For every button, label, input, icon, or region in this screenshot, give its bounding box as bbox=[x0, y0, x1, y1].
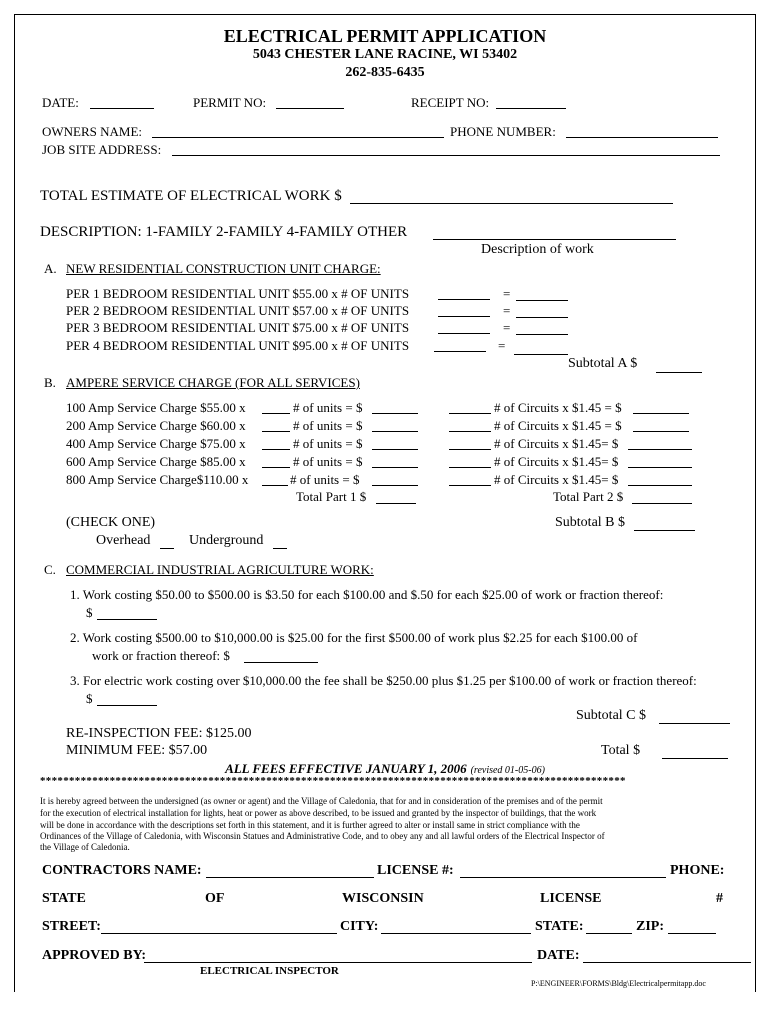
phone-number-label: PHONE NUMBER: bbox=[450, 124, 556, 139]
unit-row-1: PER 1 BEDROOM RESIDENTIAL UNIT $55.00 x # OF UNITS bbox=[66, 286, 410, 301]
amp-row-5-units-label: # of units = $ bbox=[290, 472, 360, 487]
commercial-item-2-field[interactable] bbox=[244, 662, 318, 663]
subtotal-a-field[interactable] bbox=[656, 372, 702, 373]
license-word: LICENSE bbox=[540, 891, 602, 906]
amp-row-1-label: 100 Amp Service Charge $55.00 x bbox=[66, 400, 246, 415]
city-label: CITY: bbox=[340, 919, 379, 934]
agreement-line-5: the Village of Caledonia. bbox=[40, 842, 130, 852]
permit-no-label: PERMIT NO: bbox=[193, 95, 267, 110]
amp-row-1-units[interactable] bbox=[262, 413, 290, 414]
amp-row-3-amount[interactable] bbox=[372, 449, 418, 450]
state-field[interactable] bbox=[586, 933, 632, 934]
state-word: STATE bbox=[42, 891, 86, 906]
approved-by-field[interactable] bbox=[144, 962, 532, 963]
contractor-name-label: CONTRACTORS NAME: bbox=[42, 863, 202, 878]
subtotal-b-field[interactable] bbox=[634, 530, 695, 531]
amp-row-1-amount[interactable] bbox=[372, 413, 418, 414]
hash-word: # bbox=[716, 891, 723, 906]
commercial-item-3: 3. For electric work costing over $10,000.00 the fee shall be $250.00 plus $1.25 per $100.00 of work or fraction thereof: bbox=[70, 673, 697, 688]
job-site-field[interactable] bbox=[172, 155, 720, 156]
revised-note: (revised 01-05-06) bbox=[470, 765, 545, 776]
date-field[interactable] bbox=[90, 108, 154, 109]
circuit-row-3-label: # of Circuits x $1.45= $ bbox=[494, 436, 619, 451]
permit-no-field[interactable] bbox=[276, 108, 344, 109]
reinspection-fee: RE-INSPECTION FEE: $125.00 bbox=[66, 726, 252, 741]
subtotal-c-field[interactable] bbox=[659, 723, 730, 724]
circuit-row-1-count[interactable] bbox=[449, 413, 491, 414]
amp-row-1-units-label: # of units = $ bbox=[293, 400, 363, 415]
circuit-row-1-amount[interactable] bbox=[633, 413, 689, 414]
circuit-row-1-label: # of Circuits x $1.45 = $ bbox=[494, 400, 622, 415]
circuit-row-4-label: # of Circuits x $1.45= $ bbox=[494, 454, 619, 469]
total-label: Total $ bbox=[601, 743, 641, 758]
circuit-row-4-amount[interactable] bbox=[628, 467, 692, 468]
street-label: STREET: bbox=[42, 919, 101, 934]
unit-row-2-equals: = bbox=[503, 303, 511, 318]
fees-effective: ALL FEES EFFECTIVE JANUARY 1, 2006 bbox=[225, 761, 467, 776]
section-c-letter: C. bbox=[44, 562, 56, 577]
amp-row-5-label: 800 Amp Service Charge$110.00 x bbox=[66, 472, 249, 487]
amp-row-2-amount[interactable] bbox=[372, 431, 418, 432]
unit-row-2-amount[interactable] bbox=[516, 317, 568, 318]
unit-row-1-amount[interactable] bbox=[516, 300, 568, 301]
owners-name-field[interactable] bbox=[152, 137, 444, 138]
minimum-fee: MINIMUM FEE: $57.00 bbox=[66, 743, 208, 758]
phone-number-field[interactable] bbox=[566, 137, 718, 138]
unit-row-4: PER 4 BEDROOM RESIDENTIAL UNIT $95.00 x # OF UNITS bbox=[66, 338, 410, 353]
commercial-item-3-field[interactable] bbox=[97, 705, 157, 706]
unit-row-4-amount[interactable] bbox=[514, 354, 568, 355]
commercial-item-2: 2. Work costing $500.00 to $10,000.00 is $25.00 for the first $500.00 of work plus $2.25 for each $100.00 of bbox=[70, 630, 638, 645]
owners-name-label: OWNERS NAME: bbox=[42, 124, 143, 139]
subtotal-b-label: Subtotal B $ bbox=[555, 515, 626, 530]
section-b-letter: B. bbox=[44, 375, 56, 390]
unit-row-3-amount[interactable] bbox=[516, 334, 568, 335]
amp-row-3-units-label: # of units = $ bbox=[293, 436, 363, 451]
amp-row-3-units[interactable] bbox=[262, 449, 290, 450]
approval-date-label: DATE: bbox=[537, 948, 580, 963]
underground-label: Underground bbox=[189, 533, 264, 548]
job-site-label: JOB SITE ADDRESS: bbox=[42, 142, 162, 157]
amp-row-2-label: 200 Amp Service Charge $60.00 x bbox=[66, 418, 246, 433]
street-field[interactable] bbox=[101, 933, 337, 934]
office-address: 5043 CHESTER LANE RACINE, WI 53402 bbox=[252, 47, 518, 62]
state-label: STATE: bbox=[535, 919, 584, 934]
description-field[interactable] bbox=[433, 239, 676, 240]
circuit-row-2-label: # of Circuits x $1.45 = $ bbox=[494, 418, 622, 433]
receipt-no-field[interactable] bbox=[496, 108, 566, 109]
office-phone: 262-835-6435 bbox=[345, 65, 425, 80]
circuit-row-5-amount[interactable] bbox=[628, 485, 692, 486]
section-a-letter: A. bbox=[44, 261, 57, 276]
commercial-item-1: 1. Work costing $50.00 to $500.00 is $3.50 for each $100.00 and $.50 for each $25.00 of work or fraction thereof: bbox=[70, 587, 664, 602]
total-field[interactable] bbox=[662, 758, 728, 759]
circuit-row-4-count[interactable] bbox=[449, 467, 491, 468]
unit-row-3: PER 3 BEDROOM RESIDENTIAL UNIT $75.00 x # OF UNITS bbox=[66, 320, 410, 335]
subtotal-c-label: Subtotal C $ bbox=[576, 708, 647, 723]
divider-stars: ***************************************************************************************************** bbox=[40, 775, 626, 787]
approval-date-field[interactable] bbox=[583, 962, 751, 963]
section-c-title: COMMERCIAL INDUSTRIAL AGRICULTURE WORK: bbox=[66, 562, 374, 577]
approved-by-label: APPROVED BY: bbox=[42, 948, 147, 963]
commercial-item-1-dollar: $ bbox=[86, 605, 93, 620]
circuit-row-2-count[interactable] bbox=[449, 431, 491, 432]
unit-row-2: PER 2 BEDROOM RESIDENTIAL UNIT $57.00 x # OF UNITS bbox=[66, 303, 410, 318]
zip-field[interactable] bbox=[668, 933, 716, 934]
file-path: P:\ENGINEER\FORMS\Bldg\Electricalpermitapp.doc bbox=[531, 979, 706, 988]
check-one-label: (CHECK ONE) bbox=[66, 515, 156, 530]
amp-row-2-units-label: # of units = $ bbox=[293, 418, 363, 433]
amp-row-5-amount[interactable] bbox=[372, 485, 418, 486]
contractor-name-field[interactable] bbox=[206, 877, 374, 878]
amp-row-4-label: 600 Amp Service Charge $85.00 x bbox=[66, 454, 246, 469]
total-part-1-label: Total Part 1 $ bbox=[296, 489, 367, 504]
overhead-checkbox[interactable] bbox=[160, 548, 174, 549]
circuit-row-5-label: # of Circuits x $1.45= $ bbox=[494, 472, 619, 487]
circuit-row-3-count[interactable] bbox=[449, 449, 491, 450]
amp-row-4-amount[interactable] bbox=[372, 467, 418, 468]
subtotal-a-label: Subtotal A $ bbox=[568, 356, 638, 371]
form-title: ELECTRICAL PERMIT APPLICATION bbox=[223, 26, 547, 46]
circuit-row-5-count[interactable] bbox=[449, 485, 491, 486]
total-part-2-field[interactable] bbox=[632, 503, 692, 504]
city-field[interactable] bbox=[381, 933, 531, 934]
overhead-label: Overhead bbox=[96, 533, 151, 548]
section-a-title: NEW RESIDENTIAL CONSTRUCTION UNIT CHARGE: bbox=[66, 261, 381, 276]
commercial-item-2b: work or fraction thereof: $ bbox=[92, 648, 230, 663]
amp-row-4-units[interactable] bbox=[262, 467, 290, 468]
description-label: DESCRIPTION: 1-FAMILY 2-FAMILY 4-FAMILY OTHER bbox=[40, 224, 408, 240]
contractor-phone-label: PHONE: bbox=[670, 863, 725, 878]
amp-row-2-units[interactable] bbox=[262, 431, 290, 432]
unit-row-4-units[interactable] bbox=[434, 351, 486, 352]
unit-row-2-units[interactable] bbox=[438, 316, 490, 317]
description-caption: Description of work bbox=[481, 242, 594, 257]
commercial-item-1-field[interactable] bbox=[97, 619, 157, 620]
amp-row-3-label: 400 Amp Service Charge $75.00 x bbox=[66, 436, 246, 451]
license-label: LICENSE #: bbox=[377, 863, 454, 878]
section-b-title: AMPERE SERVICE CHARGE (FOR ALL SERVICES) bbox=[66, 375, 360, 390]
date-label: DATE: bbox=[42, 95, 79, 110]
amp-row-5-units[interactable] bbox=[262, 485, 288, 486]
commercial-item-3-dollar: $ bbox=[86, 691, 93, 706]
unit-row-3-equals: = bbox=[503, 320, 511, 335]
unit-row-1-equals: = bbox=[503, 286, 511, 301]
agreement-line-1: It is hereby agreed between the undersigned (as owner or agent) and the Village of Caledonia, that for and in consideration of the premises and of the permit bbox=[40, 796, 603, 806]
agreement-line-4: Ordinances of the Village of Caledonia, with Wisconsin Statues and Administrative Code, and to obey any and all lawful orders of the Electrical Inspector of bbox=[40, 831, 605, 841]
zip-label: ZIP: bbox=[636, 919, 664, 934]
unit-row-1-units[interactable] bbox=[438, 299, 490, 300]
circuit-row-2-amount[interactable] bbox=[633, 431, 689, 432]
license-field[interactable] bbox=[460, 877, 666, 878]
of-word: OF bbox=[205, 891, 225, 906]
estimate-label: TOTAL ESTIMATE OF ELECTRICAL WORK $ bbox=[40, 188, 342, 204]
total-part-2-label: Total Part 2 $ bbox=[553, 489, 624, 504]
total-part-1-field[interactable] bbox=[376, 503, 416, 504]
wisconsin-word: WISCONSIN bbox=[342, 891, 424, 906]
circuit-row-3-amount[interactable] bbox=[628, 449, 692, 450]
agreement-line-2: for the execution of electrical installation for lights, heat or power as above described, to be issued and granted by the inspector of buildings, that the work bbox=[40, 808, 597, 818]
receipt-no-label: RECEIPT NO: bbox=[411, 95, 490, 110]
amp-row-4-units-label: # of units = $ bbox=[293, 454, 363, 469]
electrical-inspector-label: ELECTRICAL INSPECTOR bbox=[200, 965, 339, 977]
underground-checkbox[interactable] bbox=[273, 548, 287, 549]
agreement-line-3: will be done in accordance with the descriptions set forth in this statement, and it is further agreed to alter or install same in strict compliance with the bbox=[40, 820, 580, 830]
unit-row-4-equals: = bbox=[498, 338, 506, 353]
estimate-field[interactable] bbox=[350, 203, 673, 204]
unit-row-3-units[interactable] bbox=[438, 333, 490, 334]
